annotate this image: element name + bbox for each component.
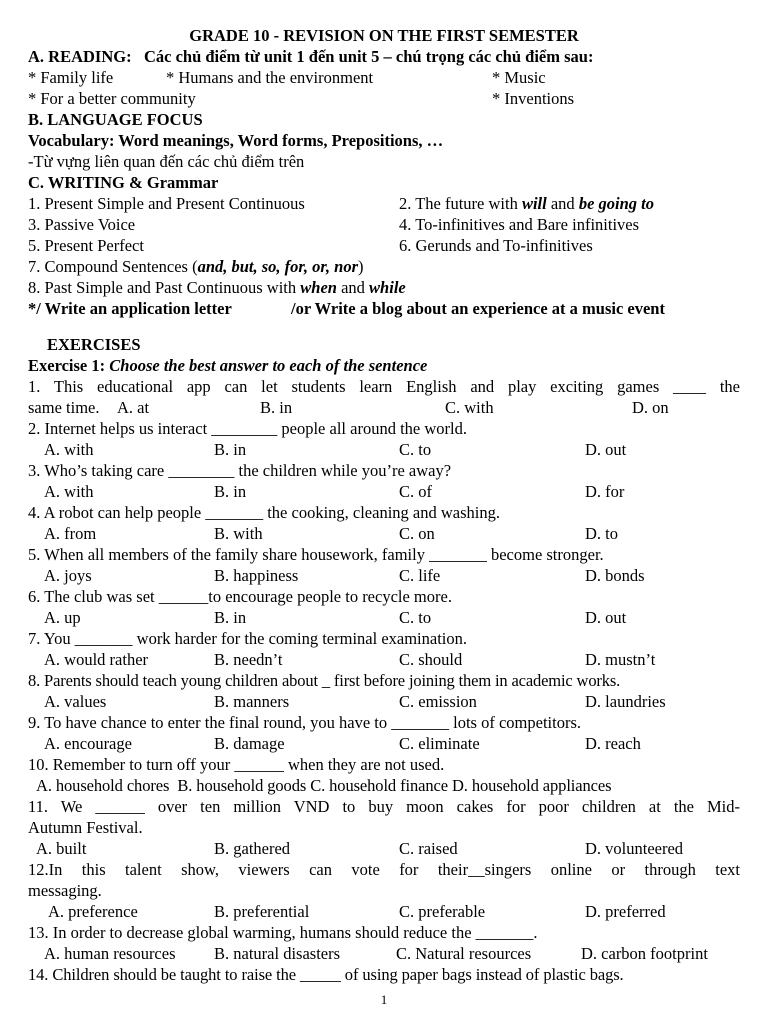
q1-option-d: D. on bbox=[632, 398, 669, 417]
q1-option-c: C. with bbox=[445, 398, 494, 417]
grammar-keyword-will: will bbox=[521, 194, 547, 213]
grammar-keyword-while: while bbox=[369, 278, 406, 297]
q9-option-d: D. reach bbox=[585, 734, 641, 753]
question-5: 5. When all members of the family share housework, family _______ become stronger. bbox=[28, 545, 604, 564]
page-number: 1 bbox=[380, 992, 388, 1007]
grammar-item-4: 4. To-infinitives and Bare infinitives bbox=[399, 215, 640, 234]
q3-option-d: D. for bbox=[585, 482, 625, 501]
question-10: 10. Remember to turn off your ______ when they are not used. bbox=[28, 755, 445, 774]
q13-option-b: B. natural disasters bbox=[214, 944, 341, 963]
grammar-item-7 bbox=[28, 257, 740, 278]
grammar-keyword-when: when bbox=[300, 278, 337, 297]
vocabulary-line: Vocabulary: Word meanings, Word forms, Prepositions, … bbox=[28, 131, 444, 150]
exercise-1-instruction: Choose the best answer to each of the sentence bbox=[109, 356, 428, 375]
q4-option-c: C. on bbox=[399, 524, 435, 543]
topic-inventions: * Inventions bbox=[492, 89, 575, 108]
question-1-cont: same time. bbox=[28, 398, 100, 417]
q1-option-b: B. in bbox=[260, 398, 293, 417]
q12-option-a: A. preference bbox=[48, 902, 138, 921]
question-11: 11. We ______ over ten million VND to buy moon cakes for poor children at the Mid- bbox=[28, 797, 740, 816]
question-12: 12.In this talent show, viewers can vote for their__singers online or through text bbox=[28, 860, 740, 879]
q5-option-c: C. life bbox=[399, 566, 441, 585]
q6-option-a: A. up bbox=[44, 608, 81, 627]
q2-option-b: B. in bbox=[214, 440, 247, 459]
q1-option-a: A. at bbox=[117, 398, 150, 417]
q7-option-d: D. mustn’t bbox=[585, 650, 656, 669]
q2-option-a: A. with bbox=[44, 440, 94, 459]
grammar-item-8 bbox=[28, 278, 740, 299]
topic-music: * Music bbox=[492, 68, 546, 87]
grammar-keyword-going-to: be going to bbox=[578, 194, 654, 213]
grammar-item-7-text: 7. Compound Sentences ( bbox=[28, 257, 198, 276]
q5-option-b: B. happiness bbox=[214, 566, 299, 585]
reading-heading: A. READING: bbox=[28, 47, 132, 66]
grammar-item-1: 1. Present Simple and Present Continuous bbox=[28, 194, 305, 213]
question-3: 3. Who’s taking care ________ the children while you’re away? bbox=[28, 461, 452, 480]
q8-option-b: B. manners bbox=[214, 692, 290, 711]
q5-option-a: A. joys bbox=[44, 566, 92, 585]
question-9: 9. To have chance to enter the final round, you have to _______ lots of competitors. bbox=[28, 713, 581, 732]
exercise-1-label: Exercise 1: bbox=[28, 356, 106, 375]
topic-better-community: * For a better community bbox=[28, 89, 196, 108]
question-12-cont: messaging. bbox=[28, 881, 102, 900]
q8-option-d: D. laundries bbox=[585, 692, 666, 711]
q11-option-b: B. gathered bbox=[214, 839, 291, 858]
question-8: 8. Parents should teach young children about _ first before joining them in academic works. bbox=[28, 671, 621, 690]
page-title: GRADE 10 - REVISION ON THE FIRST SEMESTER bbox=[189, 26, 579, 45]
question-1: 1. This educational app can let students learn English and play exciting games ____ the bbox=[28, 377, 740, 396]
grammar-item-2-text: 2. The future with bbox=[399, 194, 522, 213]
grammar-item-8-text: 8. Past Simple and Past Continuous with bbox=[28, 278, 301, 297]
grammar-item-2 bbox=[399, 194, 654, 215]
grammar-item-7-close: ) bbox=[358, 257, 364, 276]
q7-option-c: C. should bbox=[399, 650, 463, 669]
exercises-heading: EXERCISES bbox=[47, 335, 141, 354]
q7-option-b: B. needn’t bbox=[214, 650, 283, 669]
grammar-item-5: 5. Present Perfect bbox=[28, 236, 144, 255]
grammar-conjunctions: and, but, so, for, or, nor bbox=[197, 257, 359, 276]
q12-option-b: B. preferential bbox=[214, 902, 310, 921]
writing-task-blog: /or Write a blog about an experience at a music event bbox=[291, 299, 665, 318]
q6-option-b: B. in bbox=[214, 608, 247, 627]
q6-option-d: D. out bbox=[585, 608, 627, 627]
question-13: 13. In order to decrease global warming, humans should reduce the _______. bbox=[28, 923, 538, 942]
q9-option-c: C. eliminate bbox=[399, 734, 480, 753]
q13-option-d: D. carbon footprint bbox=[581, 944, 708, 963]
q3-option-c: C. of bbox=[399, 482, 432, 501]
grammar-item-6: 6. Gerunds and To-infinitives bbox=[399, 236, 593, 255]
q3-option-a: A. with bbox=[44, 482, 94, 501]
question-14: 14. Children should be taught to raise the _____ of using paper bags instead of plastic bags. bbox=[28, 965, 624, 984]
q8-option-c: C. emission bbox=[399, 692, 477, 711]
q2-option-d: D. out bbox=[585, 440, 627, 459]
question-6: 6. The club was set ______to encourage people to recycle more. bbox=[28, 587, 452, 606]
q5-option-d: D. bonds bbox=[585, 566, 645, 585]
grammar-item-2-and: and bbox=[546, 194, 579, 213]
q9-option-b: B. damage bbox=[214, 734, 285, 753]
topic-humans-environment: * Humans and the environment bbox=[166, 68, 374, 87]
question-7: 7. You _______ work harder for the coming terminal examination. bbox=[28, 629, 467, 648]
q9-option-a: A. encourage bbox=[44, 734, 132, 753]
grammar-item-8-and: and bbox=[336, 278, 370, 297]
q3-option-b: B. in bbox=[214, 482, 247, 501]
topic-family-life: * Family life bbox=[28, 68, 114, 87]
q13-option-c: C. Natural resources bbox=[396, 944, 532, 963]
q8-option-a: A. values bbox=[44, 692, 107, 711]
writing-heading: C. WRITING & Grammar bbox=[28, 173, 219, 192]
language-heading: B. LANGUAGE FOCUS bbox=[28, 110, 203, 129]
q13-option-a: A. human resources bbox=[44, 944, 176, 963]
reading-heading-line bbox=[28, 47, 740, 68]
q2-option-c: C. to bbox=[399, 440, 432, 459]
q11-option-a: A. built bbox=[36, 839, 87, 858]
grammar-item-3: 3. Passive Voice bbox=[28, 215, 136, 234]
vocabulary-note: -Từ vựng liên quan đến các chủ điểm trên bbox=[28, 152, 305, 171]
q4-option-b: B. with bbox=[214, 524, 263, 543]
q6-option-c: C. to bbox=[399, 608, 432, 627]
q12-option-d: D. preferred bbox=[585, 902, 666, 921]
q7-option-a: A. would rather bbox=[44, 650, 149, 669]
q10-options: A. household chores B. household goods C. household finance D. household appliances bbox=[36, 776, 612, 795]
q11-option-d: D. volunteered bbox=[585, 839, 684, 858]
q12-option-c: C. preferable bbox=[399, 902, 486, 921]
question-4: 4. A robot can help people _______ the cooking, cleaning and washing. bbox=[28, 503, 500, 522]
q4-option-d: D. to bbox=[585, 524, 618, 543]
reading-intro: Các chủ điểm từ unit 1 đến unit 5 – chú trọng các chủ điểm sau: bbox=[143, 47, 594, 66]
writing-task-letter: */ Write an application letter bbox=[28, 299, 232, 318]
question-11-cont: Autumn Festival. bbox=[28, 818, 143, 837]
question-2: 2. Internet helps us interact ________ people all around the world. bbox=[28, 419, 467, 438]
q4-option-a: A. from bbox=[44, 524, 97, 543]
exercise-1-title bbox=[28, 356, 740, 377]
q11-option-c: C. raised bbox=[399, 839, 458, 858]
